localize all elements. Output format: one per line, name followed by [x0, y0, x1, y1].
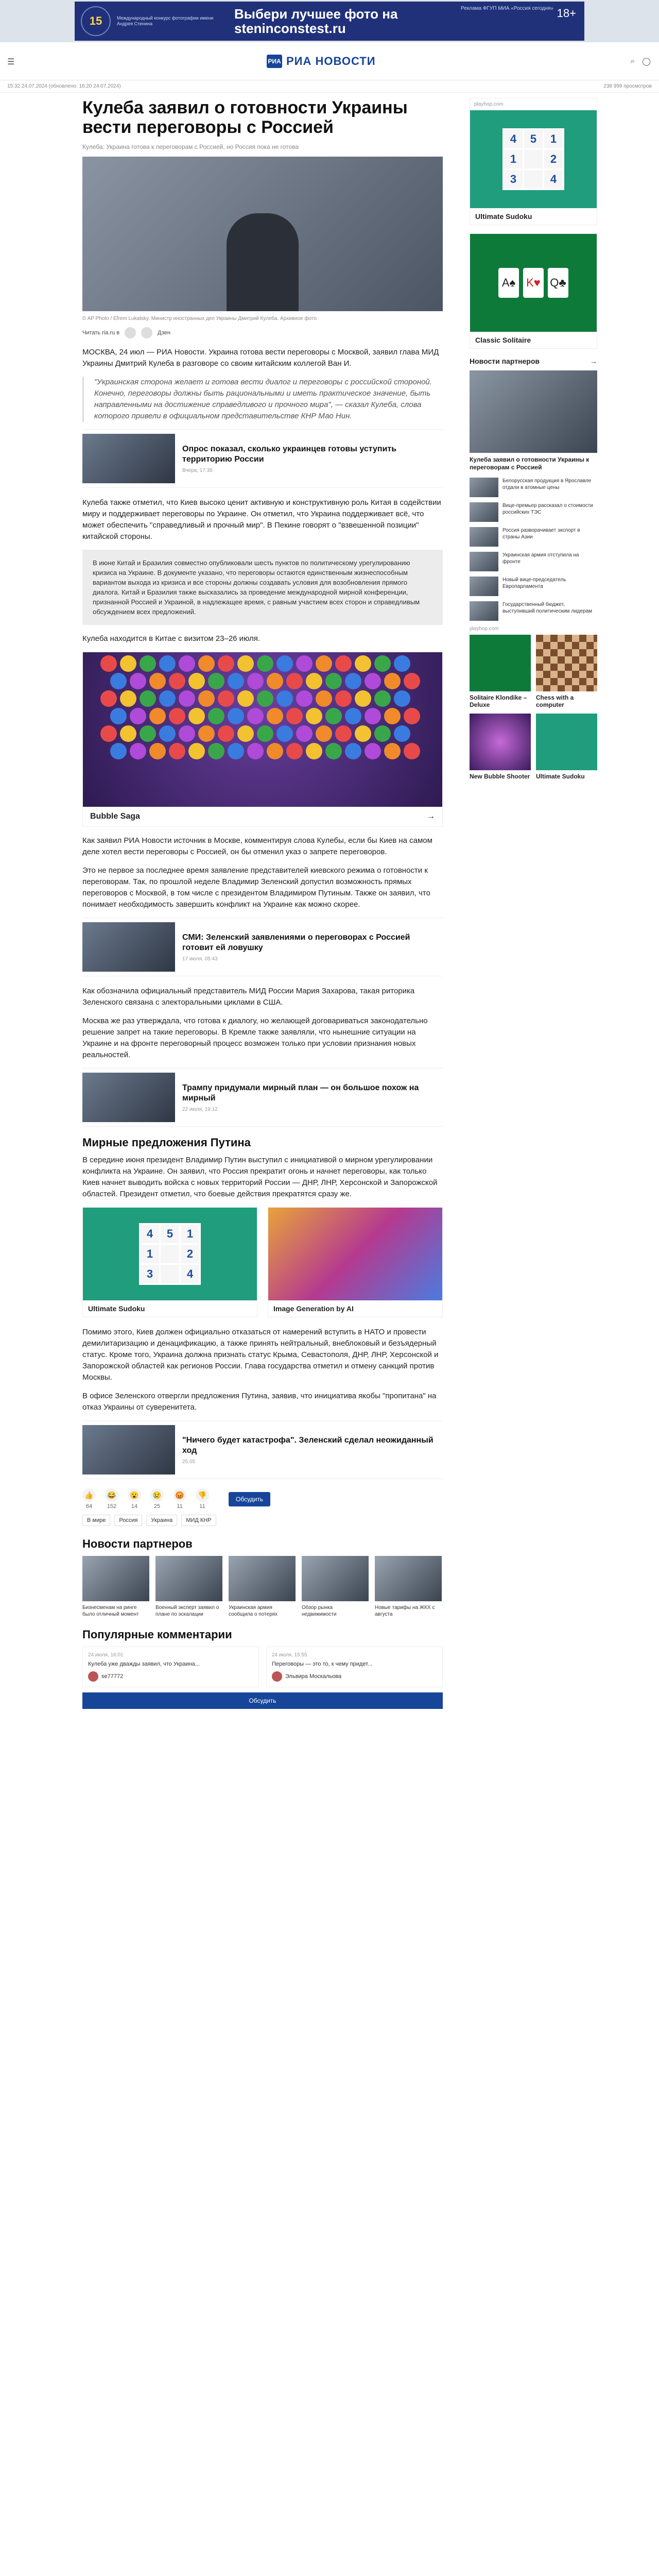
sudoku-cell [524, 150, 543, 168]
age-rating: 18+ [557, 7, 576, 20]
telegram-icon[interactable] [125, 327, 136, 338]
related-title[interactable]: Трампу придумали мирный план — он большое похож на мирный [182, 1083, 419, 1103]
bubble [296, 690, 313, 707]
contest-number-badge: 15 [81, 6, 111, 36]
bubble [218, 690, 234, 707]
partner-item[interactable]: Бизнесменам на ринге было отличный момент [82, 1556, 149, 1618]
bubble [316, 690, 332, 707]
article-tagline: Кулеба: Украина готова к переговорам с Россией, но Россия пока не готова [82, 143, 299, 150]
article-photo [82, 157, 443, 311]
sidebar-news-item[interactable]: Россия разворачивает экспорт в страны Азии [470, 527, 597, 547]
related-thumb [82, 434, 175, 483]
related-thumb [82, 1425, 175, 1475]
bubble [188, 743, 205, 759]
sidebar-game-sudoku[interactable] [470, 98, 597, 225]
top-banner[interactable] [0, 0, 659, 42]
bubble [276, 655, 293, 672]
sudoku-cell: 4 [181, 1265, 199, 1283]
bubble [198, 690, 215, 707]
comments-discuss-button[interactable]: Обсудить [82, 1692, 443, 1709]
max-icon[interactable] [141, 327, 152, 338]
bubble [140, 655, 156, 672]
bubble [276, 690, 293, 707]
bubble [149, 673, 166, 689]
related-article-1[interactable] [82, 429, 443, 488]
avatar [272, 1671, 282, 1682]
ad-label: playhop.com [470, 626, 499, 632]
bubble [355, 655, 371, 672]
bubble [384, 673, 401, 689]
bubble [208, 743, 224, 759]
sudoku-cell: 5 [161, 1225, 179, 1243]
quote-1: "Украинская сторона желает и готова вести диалог и переговоры с российской стороной. Конечно, переговоры должны быть рациональными и иметь практическое значение, быть направленными на достижение справедливого и прочного мира", — сказал Кулеба, слова которого привели в официальном представительстве КНР Мао Нин. [82, 377, 443, 422]
bubble [365, 708, 381, 724]
bubble [149, 743, 166, 759]
sidebar-news-item[interactable]: Новый вице-председатель Европарламента [470, 577, 597, 596]
sidebar [470, 98, 597, 788]
bubble [179, 725, 195, 742]
reaction-like[interactable]: 👍 64 [82, 1488, 96, 1510]
bubble [306, 673, 322, 689]
sudoku-image [83, 1208, 257, 1300]
partner-item[interactable]: Военный эксперт заявил о плане по эскалации [155, 1556, 222, 1618]
bubble [100, 725, 117, 742]
related-article-4[interactable] [82, 1420, 443, 1479]
bubble [267, 743, 283, 759]
game-name[interactable]: Ultimate Sudoku [475, 212, 532, 221]
bubble [208, 708, 224, 724]
bubble [218, 655, 234, 672]
bubble [394, 725, 410, 742]
bubble [286, 743, 303, 759]
partners-list [82, 1556, 443, 1618]
bubble [100, 655, 117, 672]
paragraph-10: В офисе Зеленского отвергли предложения Путина, заявив, что инициатива якобы "пропитана" на отказ Украины от суверенитета. [82, 1392, 437, 1412]
bubble [169, 743, 185, 759]
bubble [130, 673, 146, 689]
bubble [237, 690, 254, 707]
bubble [267, 708, 283, 724]
bubble [159, 725, 176, 742]
reaction-wow[interactable]: 😮 14 [128, 1488, 141, 1510]
ad-label: playhop.com [474, 101, 504, 107]
bubble [404, 673, 420, 689]
bubble [208, 673, 224, 689]
tag[interactable]: В мире [82, 1515, 110, 1526]
bubble [140, 725, 156, 742]
arrow-right-icon[interactable]: → [590, 357, 597, 365]
bubble [140, 690, 156, 707]
bubble-ad-image [83, 652, 442, 807]
banner-legend: Реклама ФГУП МИА «Россия сегодня» [461, 6, 553, 11]
sudoku-grid [502, 128, 564, 190]
bubble [228, 673, 244, 689]
bubble [316, 655, 332, 672]
bubble [306, 708, 322, 724]
reactions-bar [82, 1488, 443, 1510]
bubble [159, 690, 176, 707]
bubble [394, 655, 410, 672]
sidebar-news-title[interactable]: Кулеба заявил о готовности Украины к переговорам с Россией [470, 456, 589, 471]
sudoku-cell: 4 [141, 1225, 159, 1243]
sudoku-grid [139, 1223, 201, 1285]
partner-item[interactable]: Украинская армия сообщила о потерях [229, 1556, 296, 1618]
share-bar [82, 327, 443, 338]
bubble [110, 743, 127, 759]
share-label: Читать ria.ru в [82, 330, 120, 336]
bubble [218, 725, 234, 742]
comment-text: Переговоры — это то, к чему придет... [272, 1661, 373, 1667]
paragraph-7: Москва же раз утверждала, что готова к диалогу, но желающей договариваться законодательно решение запрет на такие переговоры. В Кремле также заявляли, что нынешние ситуации на Украине и на фронте переговорный процесс возможен только при условии признания новых реальностей. [82, 1016, 428, 1059]
sudoku-cell: 4 [504, 130, 523, 148]
ad-ai[interactable] [268, 1207, 443, 1317]
bubble-graphic [83, 652, 442, 807]
avatar [88, 1671, 98, 1682]
sudoku-cell: 1 [504, 150, 523, 168]
sudoku-cell: 1 [544, 130, 563, 148]
section-heading: Мирные предложения Путина [82, 1136, 251, 1149]
bubble [325, 673, 342, 689]
bubble [159, 655, 176, 672]
bubble [296, 725, 313, 742]
bubble [374, 690, 391, 707]
bubble [355, 690, 371, 707]
bubble [257, 725, 273, 742]
tags-list [82, 1515, 443, 1526]
reaction-laugh[interactable]: 😂 152 [105, 1488, 118, 1510]
arrow-right-icon[interactable]: → [427, 812, 435, 821]
tag[interactable]: Россия [114, 1515, 142, 1526]
ad-name[interactable]: Bubble Saga [90, 812, 140, 821]
reaction-dislike[interactable]: 👎 11 [196, 1488, 209, 1510]
ad-footer [83, 807, 442, 826]
paragraph-1: МОСКВА, 24 июл — РИА Новости. Украина готова вести переговоры с Москвой, заявил глава МИД Украины Дмитрий Кулеба в разговоре со своим китайским коллегой Ван И. [82, 348, 439, 368]
card: K♥ [523, 268, 544, 298]
bubble [335, 690, 352, 707]
sidebar-games-grid [470, 635, 597, 780]
sudoku-cell: 1 [141, 1245, 159, 1263]
related-date: 17 июля, 05:43 [182, 956, 218, 962]
bubble [404, 743, 420, 759]
sudoku-cell: 2 [544, 150, 563, 168]
bubble [286, 708, 303, 724]
bubble [179, 690, 195, 707]
discuss-button[interactable]: Обсудить [229, 1492, 270, 1506]
ad-name[interactable]: Image Generation by AI [273, 1304, 354, 1313]
related-article-2[interactable] [82, 918, 443, 976]
sidebar-game-solitaire[interactable] [470, 233, 597, 349]
sudoku-cell [161, 1245, 179, 1263]
sudoku-cell: 1 [181, 1225, 199, 1243]
bubble [130, 708, 146, 724]
bubble [188, 673, 205, 689]
related-title[interactable]: СМИ: Зеленский заявлениями о переговорах с Россией готовит ей ловушку [182, 933, 410, 952]
sidebar-news-heading: Новости партнеров → [470, 357, 597, 365]
bubble [110, 708, 127, 724]
sudoku-cell: 3 [504, 170, 523, 189]
site-logo[interactable] [267, 55, 376, 68]
bubble [188, 708, 205, 724]
bubble [316, 725, 332, 742]
sudoku-cell: 5 [524, 130, 543, 148]
comments-list [82, 1647, 443, 1687]
bubble [365, 673, 381, 689]
bubble [228, 708, 244, 724]
publish-date: 15:32 24.07.2024 (обновлено: 16:20 24.07.2024) [7, 83, 121, 89]
reaction-sad[interactable]: 😢 25 [150, 1488, 164, 1510]
bubble [110, 673, 127, 689]
partner-item[interactable]: Обзор рынка недвижимости [302, 1556, 369, 1618]
sidebar-news-image[interactable] [470, 370, 597, 453]
bubble [100, 690, 117, 707]
game-tile[interactable]: Ultimate Sudoku [536, 714, 597, 780]
paragraph-3: Кулеба находится в Китае с визитом 23–26 июля. [82, 634, 261, 643]
bubble [149, 708, 166, 724]
bubble [394, 690, 410, 707]
game-tile[interactable]: Solitaire Klondike – Deluxe [470, 635, 531, 708]
bubble [365, 743, 381, 759]
bubble [198, 655, 215, 672]
sidebar-news-item[interactable]: Украинская армия отступила на фронте [470, 552, 597, 571]
bubble [345, 743, 361, 759]
comment-user[interactable]: Эльвира Москальова [285, 1673, 342, 1680]
article-infobar [0, 80, 659, 93]
paragraph-2: Кулеба также отметил, что Киев высоко ценит активную и конструктивную роль Китая в содействии миру и поддерживает переговоры по Украине. Он отметил, что Украина поддерживает всё, что может обеспечить "справедливый и прочный мир". В Пекине говорят о "взвешенной позиции" китайской стороны. [82, 498, 441, 541]
bubble [257, 655, 273, 672]
partner-item[interactable]: Новые тарифы на ЖКХ с августа [375, 1556, 442, 1618]
logo-mark: РИА [267, 55, 282, 68]
comments-heading: Популярные комментарии [82, 1628, 232, 1641]
related-thumb [82, 1073, 175, 1122]
paragraph-4: Как заявил РИА Новости источник в Москве, комментируя слова Кулебы, если бы Киев на самом деле хотел вести переговоры с Россией, он бы отменил указ о запрете переговоров. [82, 836, 432, 856]
related-article-3[interactable] [82, 1068, 443, 1127]
sudoku-cell [524, 170, 543, 189]
bubble [120, 725, 136, 742]
bubble [247, 708, 264, 724]
article-title: Кулеба заявил о готовности Украины вести переговоры с Россией [82, 98, 408, 137]
bubble [325, 743, 342, 759]
bubble [130, 743, 146, 759]
search-icon[interactable]: ⌕ [630, 57, 635, 65]
reaction-angry[interactable]: 😡 11 [173, 1488, 186, 1510]
bubble [404, 708, 420, 724]
solitaire-image [470, 234, 597, 332]
bubble [247, 673, 264, 689]
paragraph-6: Как обозначила официальный представитель МИД России Мария Захарова, такая риторика Зеленского связана с электоральными циклами в США. [82, 987, 415, 1007]
bubble [345, 673, 361, 689]
sidebar-news-item[interactable]: Государственный бюджет, выступивший политическим лидерам [470, 601, 597, 621]
comment[interactable] [266, 1647, 443, 1687]
bubble [120, 655, 136, 672]
bubble [237, 725, 254, 742]
related-title[interactable]: "Ничего будет катастрофа". Зеленский сделал неожиданный ход [182, 1435, 433, 1455]
game-ad-bubble[interactable] [82, 652, 443, 827]
card: Q♣ [548, 268, 568, 298]
photo-caption: © AP Photo / Efrem Lukatsky. Министр иностранных дел Украины Дмитрий Кулеба. Архивное фото [82, 316, 317, 321]
bubble [198, 725, 215, 742]
sidebar-news-item[interactable]: Белорусская продукция в Ярославле отдали в атомные цены [470, 478, 597, 497]
bubble [267, 673, 283, 689]
bubble [325, 708, 342, 724]
comment-date: 24 июля, 15:55 [272, 1652, 307, 1658]
bubble [169, 708, 185, 724]
bubble [179, 655, 195, 672]
site-header [0, 43, 659, 80]
comment-text: Кулеба уже дважды заявил, что Украина... [88, 1661, 200, 1667]
sidebar-news-item[interactable]: Вице-премьер рассказал о стоимости российских ТЭС [470, 502, 597, 522]
sudoku-cell: 2 [181, 1245, 199, 1263]
bubble [296, 655, 313, 672]
paragraph-8: В середине июня президент Владимир Путин выступил с инициативой о мирном урегулировании конфликта на Украине. Он заявил, что Россия прекратит огонь и начнет переговоры, как только Киев начнет выводить войска с новых территорий России — ДНР, ЛНР, Херсонской и Запорожской областей. Президент отметил, что боевые действия прекратятся сразу же. [82, 1156, 438, 1198]
bubble [335, 655, 352, 672]
menu-icon[interactable]: ☰ [7, 58, 15, 66]
related-title[interactable]: Опрос показал, сколько украинцев готовы уступить территорию России [182, 444, 397, 464]
partners-heading: Новости партнеров [82, 1537, 193, 1550]
bubble [169, 673, 185, 689]
related-date: Вчера, 17:35 [182, 467, 213, 473]
comment[interactable] [82, 1647, 259, 1687]
logo-text: РИА НОВОСТИ [286, 55, 376, 67]
header-icons [631, 57, 651, 66]
ad-name[interactable]: Ultimate Sudoku [88, 1304, 145, 1313]
ad-pair [82, 1207, 443, 1317]
comment-user[interactable]: se77772 [101, 1673, 124, 1680]
bubble [345, 708, 361, 724]
card: A♠ [498, 268, 519, 298]
article-column [82, 98, 443, 1724]
banner-inner[interactable] [75, 2, 584, 41]
tag[interactable]: МИД КНР [181, 1515, 216, 1526]
bubble [247, 743, 264, 759]
tag[interactable]: Украина [146, 1515, 177, 1526]
sudoku-cell: 3 [141, 1265, 159, 1283]
bubble [286, 673, 303, 689]
bubble [306, 743, 322, 759]
bubble [257, 690, 273, 707]
bubble [384, 708, 401, 724]
paragraph-5: Это не первое за последнее время заявление представителей киевского режима о готовности к переговорам. Так, по прошлой неделе Владимир Зеленский допустил возможность прямых переговоров с Москвой, в том числе с президентом Владимиром Путиным. Также он заявил, что понимает необходимость завершить конфликт на Украине как можно скорее. [82, 866, 430, 909]
bubble [276, 725, 293, 742]
sudoku-cell: 4 [544, 170, 563, 189]
dzen-link[interactable]: Дзен [158, 330, 170, 336]
bubble [374, 725, 391, 742]
info-box: В июне Китай и Бразилия совместно опубликовали шесть пунктов по политическому урегулированию кризиса на Украине. В документе указано, что переговоры остаются единственным жизнеспособным вариантом выхода из кризиса и все стороны должны создавать условия для возобновления прямого диалога. Китай и Бразилия также высказались за проведение международной мирной конференции, признанной Россией и Украиной, в надлежащее время, с равным участием всех сторон и справедливым обсуждением всех предложений. [82, 550, 443, 625]
bubble [384, 743, 401, 759]
comment-date: 24 июля, 16:01 [88, 1652, 124, 1658]
related-date: 25.05 [182, 1459, 196, 1465]
sudoku-cell [161, 1265, 179, 1283]
views-count: 238 999 просмотров [603, 83, 652, 89]
ad-sudoku[interactable] [82, 1207, 257, 1317]
bubble [335, 725, 352, 742]
bubble [228, 743, 244, 759]
person-silhouette [227, 213, 299, 311]
bubble [120, 690, 136, 707]
paragraph-9: Помимо этого, Киев должен официально отказаться от намерений вступить в НАТО и провести демилитаризацию и денацификацию, а также принять нейтральный, внеблоковый и безъядерный статус. Кроме того, Украина должна признать статус Крыма, Севастополя, ДНР, ЛНР, Херсонской и Запорожской областей как регионов России. Глава государства отметил и отмену санкций против Москвы. [82, 1328, 439, 1382]
ai-image [268, 1208, 442, 1300]
game-tile[interactable]: New Bubble Shooter [470, 714, 531, 780]
related-date: 22 июля, 19:12 [182, 1106, 218, 1112]
banner-headline[interactable]: Выбери лучшее фото на steninconstest.ru [234, 6, 398, 36]
bubble [355, 725, 371, 742]
related-thumb [82, 922, 175, 972]
bubble [237, 655, 254, 672]
bubble [374, 655, 391, 672]
game-name[interactable]: Classic Solitaire [475, 336, 531, 344]
game-tile[interactable]: Chess with a computer [536, 635, 597, 708]
contest-text: Международный конкурс фотографии имени Андрея Стенина [117, 15, 214, 26]
user-icon[interactable]: ◯ [642, 57, 651, 66]
